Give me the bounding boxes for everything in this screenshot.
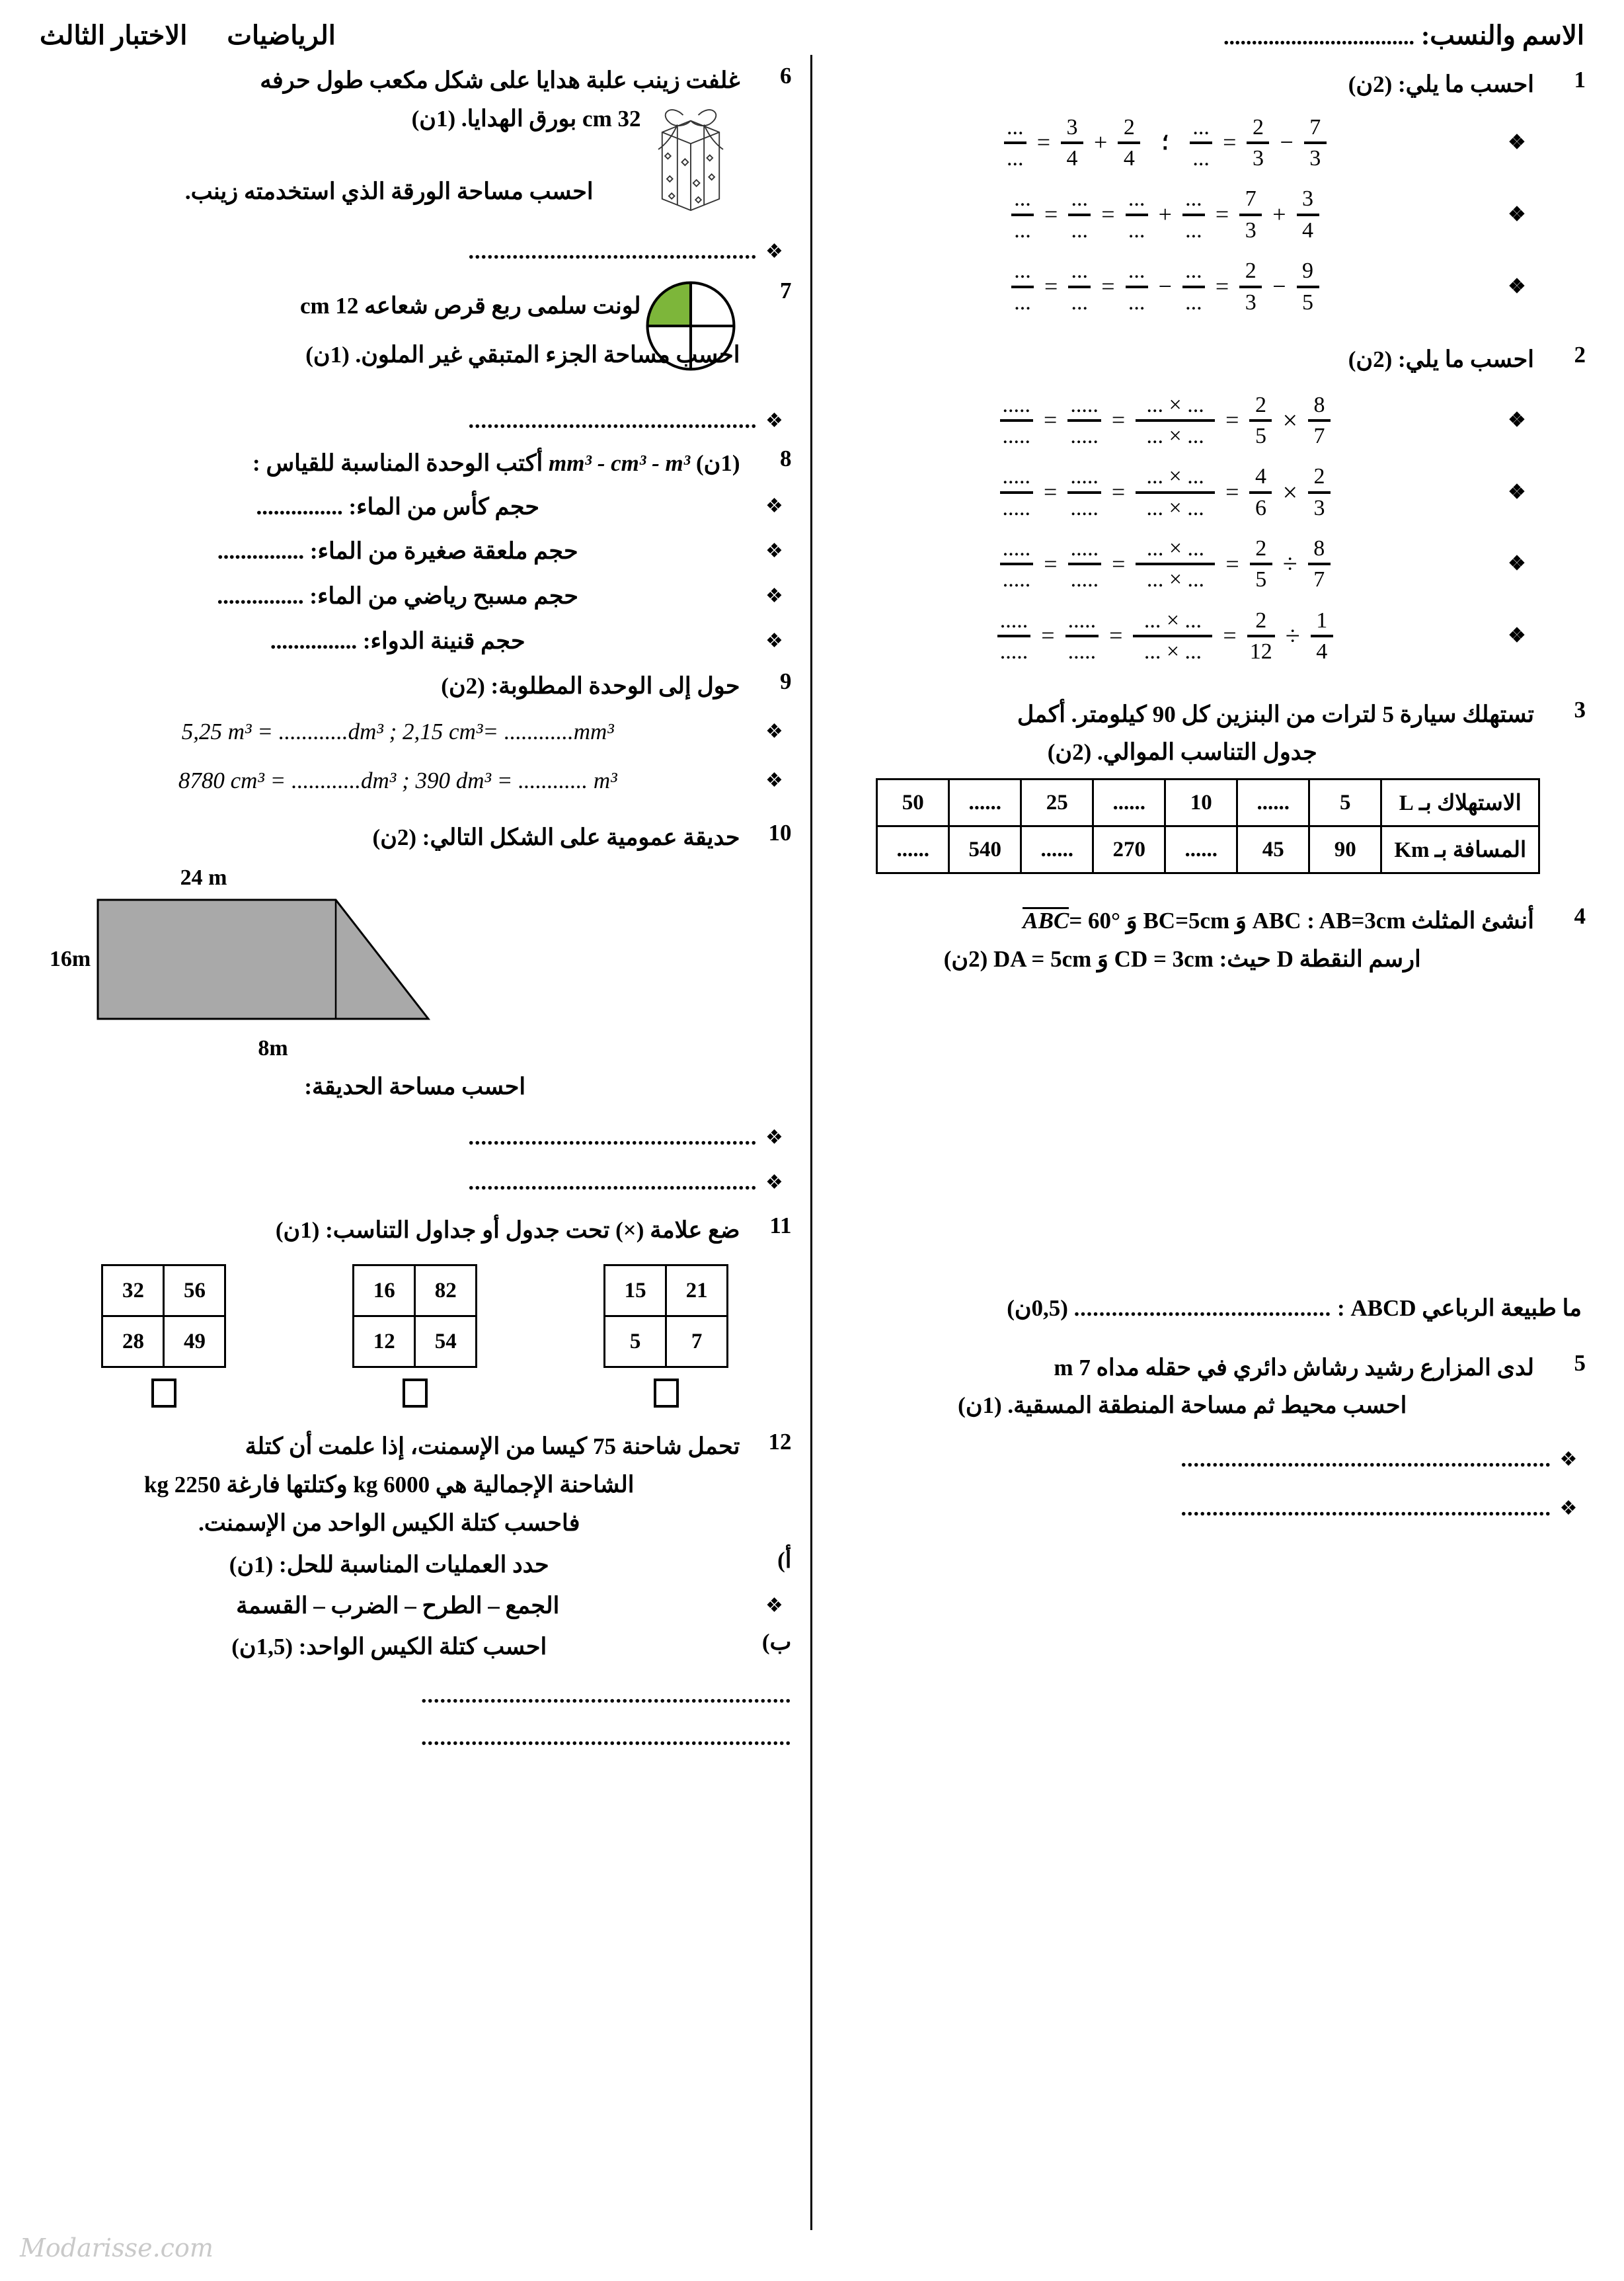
- fraction-bar: [1126, 214, 1148, 216]
- question-8-title: أكتب الوحدة المناسبة للقياس :: [252, 450, 543, 476]
- answer-fraction-blank[interactable]: $\frac{...}{...}$: [1190, 116, 1212, 171]
- fraction-bar: [1297, 286, 1319, 288]
- fraction-bar: [1061, 141, 1083, 144]
- work-fraction-blank[interactable]: $\frac{... \times ...}{... \times ...}$: [1136, 393, 1215, 448]
- question-1-number: 1: [1574, 67, 1586, 93]
- garden-label-left: 16m: [49, 946, 91, 971]
- right-column: [812, 55, 1598, 2230]
- operator-divide: ÷: [1285, 621, 1300, 651]
- question-5-line-1: لدى المزارع رشيد رشاش دائري في حقله مداه 7 m: [1054, 1354, 1534, 1381]
- operator-divide: ÷: [1282, 549, 1297, 579]
- garden-shape-figure: [38, 863, 792, 1065]
- construction-work-area[interactable]: [831, 979, 1586, 1289]
- answer-fraction-blank[interactable]: $\frac{.....}{.....}$: [997, 609, 1031, 664]
- cell-1-2: 15: [605, 1265, 666, 1316]
- question-10-number: 10: [768, 819, 792, 846]
- fraction-bar: [1004, 141, 1026, 144]
- table-row: [605, 1316, 728, 1367]
- answer-fraction-blank[interactable]: $\frac{...}{...}$: [1068, 259, 1091, 314]
- equals-sign: =: [1101, 201, 1115, 228]
- question-6-number: 6: [780, 63, 792, 89]
- question-4-line-2: ارسم النقطة D حيث: CD = 3cm وَ DA = 5cm (2ن): [943, 945, 1421, 972]
- answer-fraction-blank[interactable]: $\frac{.....}{.....}$: [1067, 393, 1101, 448]
- fraction-bar: [1068, 214, 1091, 216]
- candidate-table-1: [101, 1264, 226, 1368]
- student-name-dots: ..................................: [1223, 25, 1414, 50]
- fraction-bar: [1067, 419, 1101, 422]
- fraction-bar: [1190, 141, 1212, 144]
- question-10-prompt: احسب مساحة الحديقة:: [304, 1073, 526, 1100]
- fraction-bar: [1118, 141, 1140, 144]
- fraction-bar: [1136, 491, 1215, 494]
- cell-distance-6[interactable]: 540: [949, 826, 1021, 873]
- question-2-row-4: [831, 609, 1535, 664]
- equals-sign: =: [1044, 479, 1058, 506]
- fraction-bar: [1311, 635, 1333, 637]
- question-5-answer-line-1: [831, 1447, 1586, 1472]
- question-12-part-b: [38, 1628, 792, 1666]
- equals-sign: =: [1044, 272, 1058, 300]
- diamond-bullet-icon: ❖: [1508, 625, 1526, 647]
- fraction-operand-b: $\frac{2}{5}$: [1250, 537, 1272, 592]
- question-2-row-1: [831, 393, 1535, 448]
- cell-2-2: 28: [102, 1316, 164, 1367]
- equals-sign: =: [1223, 129, 1237, 156]
- answer-fraction-blank[interactable]: $\frac{...}{...}$: [1011, 259, 1034, 314]
- fraction-bar: [1239, 286, 1262, 288]
- fraction-bar: [997, 635, 1031, 637]
- question-5-number: 5: [1574, 1349, 1586, 1376]
- fraction-3-4: $\frac{3}{4}$: [1297, 187, 1319, 242]
- answer-fraction-blank[interactable]: $\frac{...}{...}$: [1182, 259, 1205, 314]
- fraction-bar: [1133, 635, 1212, 637]
- question-12-operations-options: [38, 1587, 792, 1625]
- garden-label-top: 24 m: [180, 865, 227, 890]
- table-row: [102, 1265, 225, 1316]
- question-9-line-1: [38, 713, 792, 751]
- fraction-operand-a: $\frac{8}{7}$: [1308, 537, 1331, 592]
- candidate-table-2-wrap: [352, 1264, 477, 1408]
- fraction-operand-b: $\frac{4}{6}$: [1249, 465, 1272, 520]
- equals-sign: =: [1225, 479, 1239, 506]
- student-name-label: الاسم والنسب:: [1420, 20, 1584, 50]
- fraction-bar: [1000, 491, 1034, 494]
- question-8-title-line: [38, 444, 740, 483]
- diamond-bullet-icon: ❖: [765, 409, 783, 432]
- exam-title: الاختبار الثالث: [40, 20, 188, 50]
- question-4-triangle-text: أنشئ المثلث ABC : AB=3cm وَ BC=5cm وَ: [1126, 908, 1534, 934]
- question-8-item-2: [38, 532, 792, 571]
- answer-fraction-blank[interactable]: $\frac{.....}{.....}$: [1000, 537, 1034, 592]
- answer-fraction-blank[interactable]: $\frac{.....}{.....}$: [1000, 465, 1034, 520]
- operator-plus: +: [1158, 201, 1172, 228]
- cell-consumption-2[interactable]: ......: [1237, 780, 1309, 826]
- operator-multiply: ×: [1282, 405, 1297, 436]
- question-8-item-3: [38, 577, 792, 616]
- question-8-item-1: [38, 488, 792, 526]
- cell-2-2: 5: [605, 1316, 666, 1367]
- diamond-bullet-icon: ❖: [765, 540, 783, 563]
- gift-box-icon: [641, 100, 740, 224]
- diamond-bullet-icon: ❖: [765, 629, 783, 652]
- fraction-bar: [1068, 563, 1102, 565]
- question-2-number: 2: [1574, 341, 1586, 368]
- diamond-bullet-icon: ❖: [1508, 132, 1526, 154]
- question-2: [831, 340, 1586, 664]
- question-1: [831, 65, 1586, 314]
- abcd-nature-points: (0,5ن): [1007, 1295, 1068, 1321]
- cell-distance-5[interactable]: ......: [1021, 826, 1093, 873]
- question-5-answer-line-2: [831, 1496, 1586, 1521]
- question-12-line-1: تحمل شاحنة 75 كيسا من الإسمنت، إذا علمت أن كتلة: [245, 1433, 740, 1459]
- question-11-title: ضع علامة (×) تحت جدول أو جداول التناسب: (1ن): [275, 1217, 740, 1244]
- question-2-text: احسب ما يلي: (2ن): [1348, 346, 1534, 372]
- operator-minus: −: [1158, 272, 1172, 300]
- question-8-number: 8: [780, 445, 792, 471]
- equals-sign: =: [1041, 622, 1055, 649]
- table-row-distance: [877, 826, 1539, 873]
- cell-distance-4[interactable]: 270: [1093, 826, 1165, 873]
- site-watermark: Modarisse.com: [20, 2233, 213, 2262]
- fraction-bar: [1067, 491, 1101, 494]
- equals-sign: =: [1215, 201, 1229, 228]
- equals-sign: =: [1036, 129, 1051, 156]
- operator-plus: +: [1272, 201, 1286, 228]
- cell-consumption-6[interactable]: ......: [949, 780, 1021, 826]
- candidate-checkbox-3[interactable]: [654, 1379, 679, 1408]
- fraction-operand-a: $\frac{8}{7}$: [1308, 393, 1331, 448]
- answer-dotted-line[interactable]: ...........................................................: [421, 1683, 792, 1708]
- unit-item-label[interactable]: حجم قنينة الدواء: ...............: [270, 627, 525, 654]
- diamond-bullet-icon: ❖: [765, 241, 783, 263]
- cell-distance-1[interactable]: 90: [1309, 826, 1381, 873]
- equals-sign: =: [1225, 407, 1239, 434]
- diamond-bullet-icon: ❖: [765, 1594, 783, 1617]
- question-12-answer-area: [38, 1683, 792, 1751]
- diamond-bullet-icon: ❖: [1508, 203, 1526, 225]
- equals-sign: =: [1223, 622, 1237, 649]
- fraction-2-3: $\frac{2}{3}$: [1239, 259, 1262, 314]
- question-12-part-a: [38, 1546, 792, 1584]
- answer-dotted-line[interactable]: ...........................................................: [1180, 1447, 1551, 1472]
- operator-plus: +: [1094, 129, 1108, 156]
- answer-fraction-blank[interactable]: $\frac{...}{...}$: [1126, 259, 1148, 314]
- question-6-line-3: احسب مساحة الورقة الذي استخدمته زينب.: [184, 178, 594, 204]
- answer-dotted-line[interactable]: ...........................................................: [1180, 1496, 1551, 1521]
- diamond-bullet-icon: ❖: [765, 584, 783, 607]
- diamond-bullet-icon: ❖: [1508, 275, 1526, 298]
- row-header-distance: المسافة بـ Km: [1381, 826, 1539, 873]
- two-column-body: [26, 55, 1598, 2230]
- question-6-answer-line: [38, 239, 792, 264]
- question-2-row-2: [831, 465, 1535, 520]
- question-1-row-3: [831, 259, 1535, 314]
- row-header-consumption: الاستهلاك بـ L: [1381, 780, 1539, 826]
- question-9-title: حول إلى الوحدة المطلوبة: (2ن): [441, 672, 740, 699]
- equals-sign: =: [1225, 550, 1239, 577]
- question-10-answer-line-1: [38, 1125, 792, 1150]
- fraction-7-3: $\frac{7}{3}$: [1304, 116, 1327, 171]
- cell-consumption-7[interactable]: 50: [877, 780, 949, 826]
- question-1-row-2: [831, 187, 1535, 242]
- conversion-line[interactable]: 8780 cm³ = ............dm³ ; 390 dm³ = ............ m³: [178, 768, 617, 793]
- answer-fraction-blank[interactable]: $\frac{.....}{.....}$: [1065, 609, 1099, 664]
- equals-sign: =: [1044, 407, 1058, 434]
- fraction-bar: [1250, 563, 1272, 565]
- fraction-2-4: $\frac{2}{4}$: [1118, 116, 1140, 171]
- fraction-bar: [1011, 286, 1034, 288]
- fraction-bar: [1182, 214, 1205, 216]
- diamond-bullet-icon: ❖: [765, 769, 783, 791]
- question-9: [38, 667, 792, 705]
- operator-minus: −: [1272, 272, 1286, 300]
- question-9-line-2: [38, 762, 792, 800]
- answer-fraction-blank[interactable]: $\frac{.....}{.....}$: [1000, 393, 1034, 448]
- fraction-bar: [1249, 419, 1272, 422]
- answer-fraction-blank[interactable]: $\frac{...}{...}$: [1182, 187, 1205, 242]
- table-row: [354, 1265, 477, 1316]
- question-12-number: 12: [768, 1429, 792, 1455]
- table-row: [605, 1265, 728, 1316]
- question-8: [38, 444, 792, 483]
- cell-1-1: 82: [415, 1265, 477, 1316]
- proportionality-table[interactable]: [876, 778, 1540, 874]
- fraction-bar: [1136, 563, 1215, 565]
- question-6-line-1: غلفت زينب علبة هدايا على شكل مكعب طول حرفه: [260, 67, 740, 93]
- cell-2-1: 7: [666, 1316, 728, 1367]
- table-row: [102, 1316, 225, 1367]
- fraction-operand-b: $\frac{2}{12}$: [1247, 609, 1275, 664]
- equals-sign: =: [1101, 272, 1115, 300]
- page-header: [26, 16, 1598, 51]
- diamond-bullet-icon: ❖: [1508, 409, 1526, 432]
- answer-dotted-line[interactable]: ..............................................: [468, 1170, 757, 1195]
- candidate-table-3-wrap: [603, 1264, 728, 1408]
- diamond-bullet-icon: ❖: [765, 495, 783, 518]
- conversion-line[interactable]: 5,25 m³ = ............dm³ ; 2,15 cm³= ............mm³: [181, 719, 614, 745]
- question-9-number: 9: [780, 668, 792, 694]
- fraction-7-3: $\frac{7}{3}$: [1239, 187, 1262, 242]
- diamond-bullet-icon: ❖: [1508, 481, 1526, 503]
- angle-abc-label: ABC= 60°: [1023, 908, 1121, 934]
- abcd-nature-answer-blank[interactable]: .........................................: [1073, 1296, 1332, 1321]
- diamond-bullet-icon: ❖: [765, 1127, 783, 1149]
- fraction-2-3: $\frac{2}{3}$: [1247, 116, 1269, 171]
- fraction-bar: [1249, 491, 1272, 494]
- equals-sign: =: [1112, 550, 1126, 577]
- expression-separator: ؛: [1161, 130, 1169, 155]
- answer-dotted-line[interactable]: ...........................................................: [421, 1725, 792, 1750]
- unit-item-label[interactable]: حجم ملعقة صغيرة من الماء: ...............: [217, 538, 578, 565]
- fraction-bar: [1239, 214, 1262, 216]
- fraction-bar: [1126, 286, 1148, 288]
- answer-fraction-blank[interactable]: $\frac{...}{...}$: [1004, 116, 1026, 171]
- fraction-bar: [1011, 214, 1034, 216]
- operator-minus: −: [1280, 129, 1294, 156]
- answer-fraction-blank[interactable]: $\frac{...}{...}$: [1011, 187, 1034, 242]
- answer-fraction-blank[interactable]: $\frac{.....}{.....}$: [1068, 537, 1102, 592]
- equals-sign: =: [1215, 272, 1229, 300]
- fraction-3-4: $\frac{3}{4}$: [1061, 116, 1083, 171]
- candidate-table-1-wrap: [101, 1264, 226, 1408]
- candidate-checkbox-1[interactable]: [151, 1379, 176, 1408]
- part-b-label: ب): [761, 1628, 792, 1655]
- fraction-bar: [1308, 563, 1331, 565]
- fraction-bar: [1182, 286, 1205, 288]
- fraction-bar: [1065, 635, 1099, 637]
- cell-distance-2[interactable]: 45: [1237, 826, 1309, 873]
- part-a-text: حدد العمليات المناسبة للحل: (1ن): [229, 1552, 549, 1578]
- equals-sign: =: [1111, 479, 1126, 506]
- answer-fraction-blank[interactable]: $\frac{.....}{.....}$: [1067, 465, 1101, 520]
- fraction-bar: [1308, 491, 1331, 494]
- subject-title: الرياضيات: [227, 20, 336, 50]
- question-7: [38, 276, 792, 374]
- question-5-line-2: احسب محيط ثم مساحة المنطقة المسقية. (1ن): [958, 1392, 1407, 1419]
- fraction-operand-a: $\frac{1}{4}$: [1311, 609, 1333, 664]
- question-3-line-1: تستهلك سيارة 5 لترات من البنزين كل 90 كيلومتر. أكمل: [1017, 701, 1534, 727]
- answer-fraction-blank[interactable]: $\frac{...}{...}$: [1126, 187, 1148, 242]
- fraction-bar: [1068, 286, 1091, 288]
- student-name-field[interactable]: [375, 20, 1584, 51]
- question-8-units: mm³ - cm³ - m³: [549, 450, 691, 476]
- cell-1-2: 32: [102, 1265, 164, 1316]
- cell-consumption-1[interactable]: 5: [1309, 780, 1381, 826]
- fraction-bar: [1000, 419, 1034, 422]
- diamond-bullet-icon: ❖: [1559, 1449, 1578, 1471]
- fraction-bar: [1308, 419, 1331, 422]
- diamond-bullet-icon: ❖: [1508, 553, 1526, 575]
- operations-list[interactable]: الجمع – الطرح – الضرب – القسمة: [236, 1593, 560, 1619]
- question-12-line-3: فاحسب كتلة الكيس الواحد من الإسمنت.: [198, 1509, 580, 1536]
- cell-1-1: 21: [666, 1265, 728, 1316]
- question-5: [831, 1349, 1586, 1425]
- candidate-checkbox-2[interactable]: [403, 1379, 428, 1408]
- question-8-points: (1ن): [695, 450, 740, 476]
- cell-distance-3[interactable]: ......: [1165, 826, 1237, 873]
- answer-dotted-line[interactable]: ..............................................: [468, 239, 757, 264]
- answer-dotted-line[interactable]: ..............................................: [468, 1125, 757, 1150]
- equals-sign: =: [1044, 201, 1058, 228]
- fraction-bar: [1247, 141, 1269, 144]
- diamond-bullet-icon: ❖: [765, 1172, 783, 1194]
- cell-2-1: 49: [164, 1316, 225, 1367]
- question-11-number: 11: [769, 1213, 792, 1239]
- equals-sign: =: [1111, 407, 1126, 434]
- question-2-row-3: [831, 537, 1535, 592]
- question-11: [38, 1211, 792, 1250]
- candidate-table-2: [352, 1264, 477, 1368]
- question-3-line-2: جدول التناسب الموالي. (2ن): [1047, 739, 1317, 766]
- diamond-bullet-icon: ❖: [1559, 1498, 1578, 1520]
- garden-label-bottom: 8m: [258, 1035, 288, 1060]
- proportionality-candidates: [38, 1264, 792, 1408]
- fraction-9-5: $\frac{9}{5}$: [1297, 259, 1319, 314]
- question-10-title: حديقة عمومية على الشكل التالي: (2ن): [372, 824, 740, 850]
- left-column: [26, 55, 812, 2230]
- question-abcd-nature: [831, 1289, 1586, 1328]
- question-6-line-2: 32 cm بورق الهدايا. (1ن): [411, 105, 641, 132]
- unit-item-label[interactable]: حجم كأس من الماء: ...............: [256, 493, 540, 520]
- fraction-bar: [1247, 635, 1275, 637]
- question-3: [831, 696, 1586, 772]
- fraction-bar: [1136, 419, 1215, 422]
- table-row-consumption: [877, 780, 1539, 826]
- equals-sign: =: [1044, 550, 1058, 577]
- abcd-nature-label: ما طبيعة الرباعي ABCD :: [1336, 1295, 1582, 1321]
- cell-2-2: 12: [354, 1316, 415, 1367]
- table-row: [354, 1316, 477, 1367]
- question-4: [831, 902, 1586, 979]
- work-fraction-blank[interactable]: $\frac{... \times ...}{... \times ...}$: [1136, 537, 1215, 592]
- question-7-answer-line: [38, 409, 792, 434]
- fraction-operand-b: $\frac{2}{5}$: [1249, 393, 1272, 448]
- cell-1-1: 56: [164, 1265, 225, 1316]
- question-12-line-2: الشاحنة الإجمالية هي 6000 kg وكتلتها فارغة 2250 kg: [144, 1471, 635, 1498]
- cell-consumption-4[interactable]: ......: [1093, 780, 1165, 826]
- operator-multiply: ×: [1282, 477, 1297, 507]
- part-a-label: أ): [777, 1547, 792, 1574]
- part-b-text: احسب كتلة الكيس الواحد: (1,5ن): [231, 1633, 547, 1660]
- question-8-item-4: [38, 622, 792, 660]
- fraction-bar: [1304, 141, 1327, 144]
- unit-item-label[interactable]: حجم مسبح رياضي من الماء: ...............: [217, 583, 579, 609]
- diamond-bullet-icon: ❖: [765, 721, 783, 743]
- answer-dotted-line[interactable]: ..............................................: [468, 408, 757, 433]
- work-fraction-blank[interactable]: $\frac{... \times ...}{... \times ...}$: [1136, 465, 1215, 520]
- question-3-number: 3: [1574, 696, 1586, 723]
- question-4-number: 4: [1574, 903, 1586, 930]
- cell-consumption-5[interactable]: 25: [1021, 780, 1093, 826]
- question-7-number: 7: [780, 278, 792, 304]
- question-7-line-2: احسب مساحة الجزء المتبقي غير الملون. (1ن): [305, 342, 740, 368]
- question-4-line-1: [831, 902, 1535, 940]
- question-10-answer-line-2: [38, 1170, 792, 1195]
- answer-fraction-blank[interactable]: $\frac{...}{...}$: [1068, 187, 1091, 242]
- cell-1-2: 16: [354, 1265, 415, 1316]
- cell-consumption-3[interactable]: 10: [1165, 780, 1237, 826]
- question-12: [38, 1427, 792, 1542]
- question-1-row-1: [831, 116, 1535, 171]
- fraction-bar: [1297, 214, 1319, 216]
- fraction-bar: [1000, 563, 1034, 565]
- fraction-operand-a: $\frac{2}{3}$: [1308, 465, 1331, 520]
- work-fraction-blank[interactable]: $\frac{... \times ...}{... \times ...}$: [1133, 609, 1212, 664]
- question-10: [38, 819, 792, 857]
- cell-2-1: 54: [415, 1316, 477, 1367]
- question-7-line-1: لونت سلمى ربع قرص شعاعه 12 cm: [299, 293, 641, 319]
- candidate-table-3: [603, 1264, 728, 1368]
- cell-distance-7[interactable]: ......: [877, 826, 949, 873]
- question-1-text: احسب ما يلي: (2ن): [1348, 71, 1534, 97]
- question-6: [38, 61, 792, 210]
- equals-sign: =: [1109, 622, 1123, 649]
